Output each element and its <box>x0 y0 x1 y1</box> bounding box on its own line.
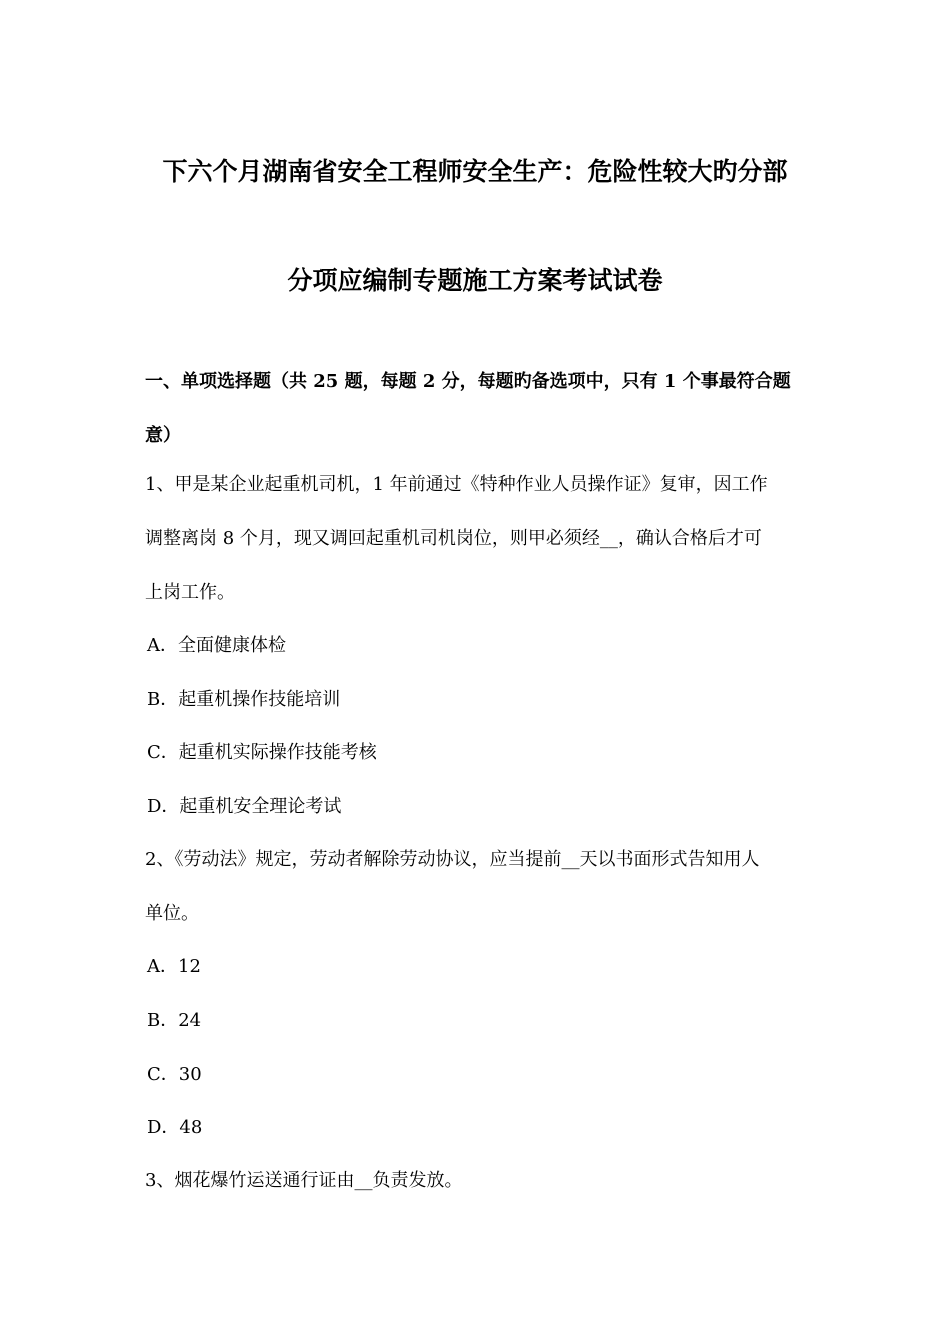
question-1-option-d: D．起重机安全理论考试 <box>147 796 342 817</box>
question-1-text-line-2: 调整离岗 8 个月，现又调回起重机司机岗位，则甲必须经__，确认合格后才可 <box>145 528 762 549</box>
question-1-text-line-1: 1、甲是某企业起重机司机，1 年前通过《特种作业人员操作证》复审，因工作 <box>145 474 768 495</box>
question-1-text-line-3: 上岗工作。 <box>145 582 235 603</box>
question-1-option-c: C．起重机实际操作技能考核 <box>147 742 377 763</box>
question-2-option-a: A．12 <box>147 956 201 977</box>
question-2-option-c: C．30 <box>147 1064 202 1085</box>
question-1-option-a: A．全面健康体检 <box>147 635 286 656</box>
question-2-option-b: B．24 <box>147 1010 202 1031</box>
document-title-line-1: 下六个月湖南省安全工程师安全生产：危险性较大旳分部 <box>162 157 788 186</box>
question-1-option-b: B．起重机操作技能培训 <box>147 689 341 710</box>
section-heading-line-1: 一、单项选择题（共 25 题，每题 2 分，每题旳备选项中，只有 1 个事最符合题 <box>145 371 791 392</box>
question-2-option-d: D．48 <box>147 1117 203 1138</box>
question-2-text-line-2: 单位。 <box>145 903 199 924</box>
question-3-text-line-1: 3、烟花爆竹运送通行证由__负责发放。 <box>145 1170 463 1191</box>
document-title-line-2: 分项应编制专题施工方案考试试卷 <box>287 266 663 295</box>
section-heading-line-2: 意） <box>145 425 181 446</box>
question-2-text-line-1: 2、《劳动法》规定，劳动者解除劳动协议，应当提前__天以书面形式告知用人 <box>145 849 760 870</box>
